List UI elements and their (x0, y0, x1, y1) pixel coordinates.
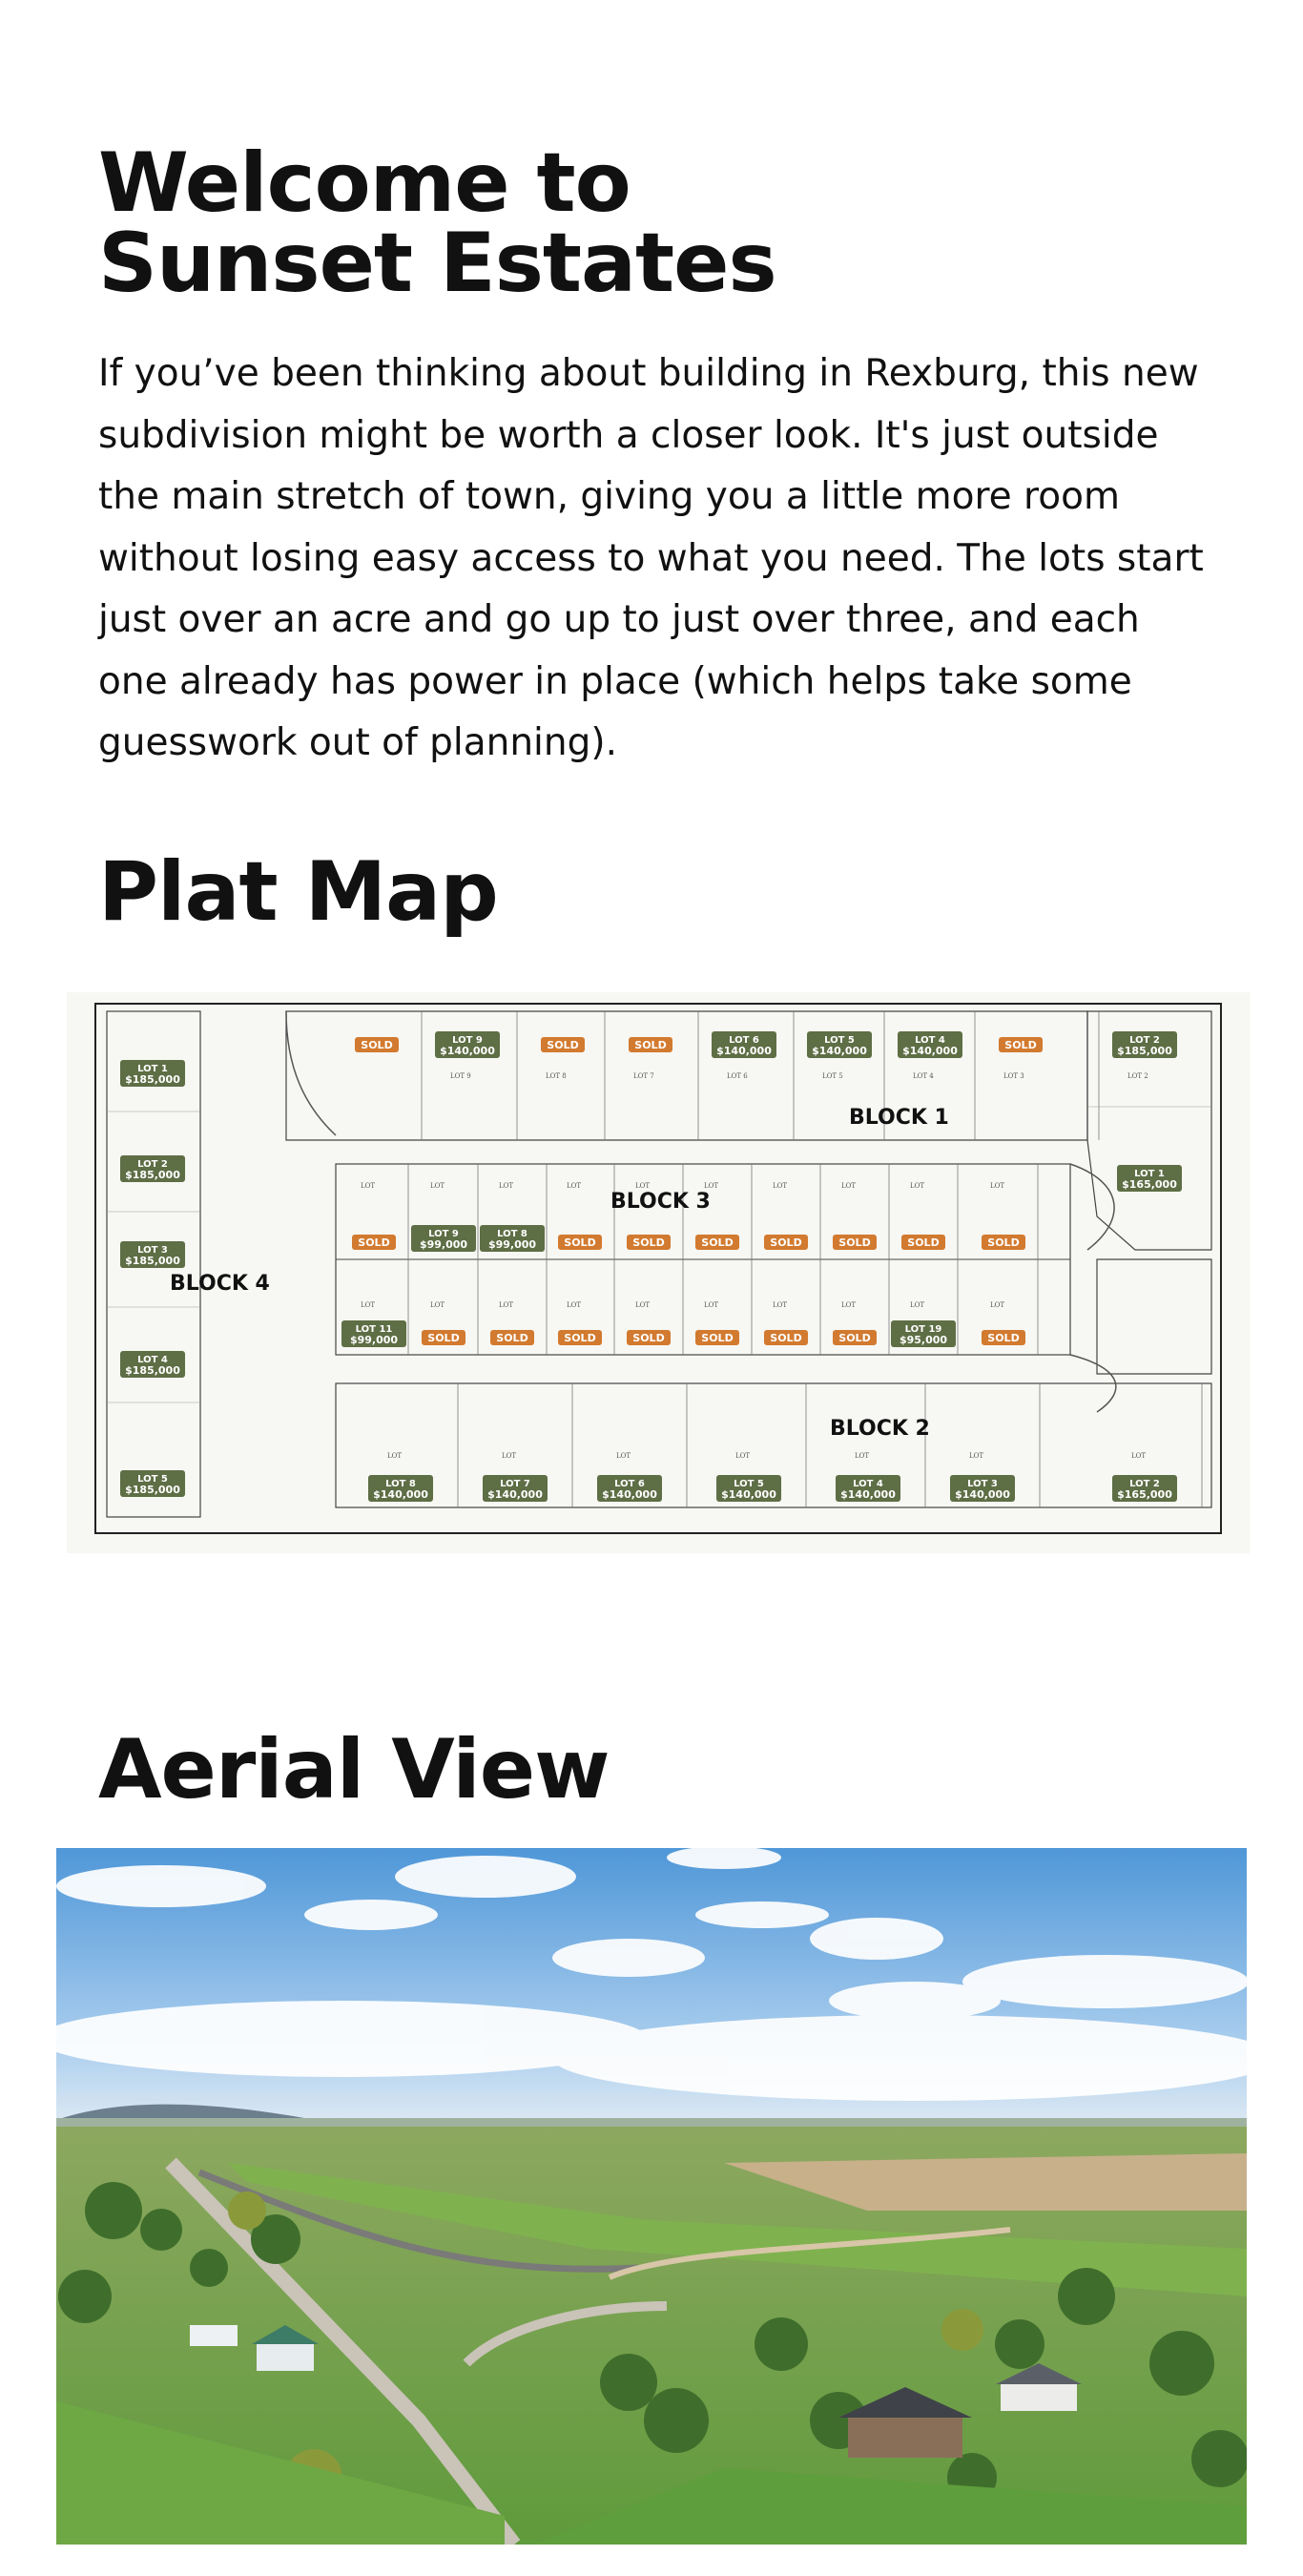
svg-text:$95,000: $95,000 (899, 1334, 948, 1346)
plat-tag-b1-3 (712, 1031, 776, 1058)
svg-text:SOLD: SOLD (427, 1332, 460, 1344)
svg-text:SOLD: SOLD (361, 1039, 393, 1051)
plat-tag-b2-1 (483, 1475, 548, 1502)
svg-text:LOT: LOT (430, 1301, 445, 1309)
svg-text:LOT 1: LOT 1 (137, 1064, 168, 1074)
svg-text:LOT 6: LOT 6 (729, 1035, 759, 1046)
plat-tag-b1-first (355, 1037, 399, 1052)
plat-tag-b1-lot1 (1117, 1165, 1182, 1192)
svg-text:LOT: LOT (635, 1182, 651, 1190)
plat-tag-b4-3 (120, 1351, 185, 1378)
plat-tag-b1-6 (999, 1037, 1043, 1052)
svg-text:LOT 4: LOT 4 (915, 1035, 945, 1046)
svg-text:LOT: LOT (387, 1452, 403, 1460)
svg-text:$140,000: $140,000 (955, 1488, 1010, 1501)
svg-text:$99,000: $99,000 (349, 1334, 399, 1346)
svg-text:SOLD: SOLD (564, 1236, 596, 1249)
svg-text:LOT: LOT (704, 1301, 719, 1309)
svg-text:LOT 5: LOT 5 (822, 1072, 843, 1080)
plat-tag-b3b-8 (891, 1320, 956, 1347)
title-line-1: Welcome to (98, 135, 631, 231)
plat-tag-b3t-3 (558, 1235, 602, 1250)
svg-text:LOT 8: LOT 8 (546, 1072, 567, 1080)
plat-tag-b3t-7 (833, 1235, 877, 1250)
block-4-label: BLOCK 4 (170, 1272, 270, 1296)
title-line-2: Sunset Estates (98, 216, 776, 311)
svg-text:LOT 9: LOT 9 (428, 1229, 459, 1239)
plat-tag-b3t-9 (982, 1235, 1025, 1250)
svg-text:$185,000: $185,000 (125, 1364, 180, 1377)
svg-text:$165,000: $165,000 (1122, 1178, 1177, 1191)
plat-tag-b3b-9 (982, 1330, 1025, 1345)
svg-text:$140,000: $140,000 (721, 1488, 776, 1501)
svg-text:$140,000: $140,000 (440, 1045, 495, 1057)
svg-text:LOT 3: LOT 3 (137, 1245, 168, 1256)
svg-text:$165,000: $165,000 (1117, 1488, 1172, 1501)
svg-text:LOT: LOT (704, 1182, 719, 1190)
block-3-label: BLOCK 3 (610, 1190, 711, 1214)
plat-tag-b1-0 (435, 1031, 500, 1058)
svg-text:$185,000: $185,000 (125, 1169, 180, 1181)
svg-text:LOT: LOT (910, 1301, 925, 1309)
svg-text:SOLD: SOLD (770, 1332, 802, 1344)
svg-text:LOT: LOT (841, 1301, 857, 1309)
svg-text:SOLD: SOLD (770, 1236, 802, 1249)
svg-text:LOT 2: LOT 2 (1129, 1035, 1160, 1046)
svg-text:$140,000: $140,000 (487, 1488, 543, 1501)
svg-text:LOT: LOT (361, 1182, 376, 1190)
svg-text:SOLD: SOLD (632, 1236, 665, 1249)
svg-text:LOT: LOT (990, 1182, 1005, 1190)
plat-tag-b1-7 (1112, 1031, 1177, 1058)
svg-text:LOT: LOT (567, 1182, 582, 1190)
svg-text:LOT 5: LOT 5 (137, 1474, 168, 1485)
plat-tag-b3t-8 (901, 1235, 945, 1250)
svg-text:$140,000: $140,000 (902, 1045, 958, 1057)
svg-text:SOLD: SOLD (838, 1236, 871, 1249)
intro-section (98, 135, 1205, 775)
plat-tag-b3b-0 (341, 1320, 406, 1347)
svg-text:LOT 5: LOT 5 (824, 1035, 855, 1046)
svg-text:$99,000: $99,000 (487, 1238, 537, 1251)
svg-text:$185,000: $185,000 (125, 1073, 180, 1086)
plat-tag-b3t-2 (480, 1225, 545, 1252)
svg-text:LOT 9: LOT 9 (450, 1072, 471, 1080)
svg-text:LOT 6: LOT 6 (727, 1072, 748, 1080)
svg-text:LOT 4: LOT 4 (137, 1355, 168, 1365)
plat-tag-b1-5 (898, 1031, 962, 1058)
svg-text:LOT 7: LOT 7 (500, 1479, 530, 1489)
svg-text:SOLD: SOLD (564, 1332, 596, 1344)
svg-text:LOT 8: LOT 8 (497, 1229, 527, 1239)
svg-text:$99,000: $99,000 (419, 1238, 468, 1251)
plat-tag-b3b-4 (627, 1330, 671, 1345)
svg-text:LOT 2: LOT 2 (137, 1159, 168, 1170)
svg-text:LOT: LOT (567, 1301, 582, 1309)
svg-text:SOLD: SOLD (701, 1236, 734, 1249)
plat-tag-b1-1 (541, 1037, 585, 1052)
svg-text:LOT: LOT (430, 1182, 445, 1190)
svg-text:$140,000: $140,000 (812, 1045, 867, 1057)
svg-text:$140,000: $140,000 (602, 1488, 657, 1501)
plat-tag-b3b-1 (422, 1330, 465, 1345)
svg-text:LOT: LOT (1131, 1452, 1147, 1460)
svg-text:LOT: LOT (855, 1452, 870, 1460)
svg-text:LOT 1: LOT 1 (1134, 1169, 1165, 1179)
svg-text:LOT 11: LOT 11 (355, 1324, 393, 1335)
svg-text:SOLD: SOLD (907, 1236, 940, 1249)
svg-text:LOT 6: LOT 6 (614, 1479, 645, 1489)
svg-text:LOT: LOT (502, 1452, 517, 1460)
svg-text:SOLD: SOLD (987, 1332, 1020, 1344)
plat-tag-b3b-7 (833, 1330, 877, 1345)
plat-tag-b2-6 (1112, 1475, 1177, 1502)
plat-tag-b2-2 (597, 1475, 662, 1502)
aerial-photo (56, 1848, 1247, 2545)
svg-text:$140,000: $140,000 (716, 1045, 772, 1057)
svg-text:LOT 4: LOT 4 (853, 1479, 883, 1489)
svg-text:LOT 2: LOT 2 (1129, 1479, 1160, 1489)
svg-text:$140,000: $140,000 (840, 1488, 896, 1501)
plat-tag-b4-0 (120, 1060, 185, 1087)
svg-text:LOT 9: LOT 9 (452, 1035, 483, 1046)
svg-text:$185,000: $185,000 (125, 1484, 180, 1496)
svg-text:SOLD: SOLD (632, 1332, 665, 1344)
svg-text:LOT 19: LOT 19 (904, 1324, 942, 1335)
plat-tag-b2-4 (836, 1475, 900, 1502)
intro-paragraph: If you’ve been thinking about building in Rexburg, this new subdivision might be worth a closer look. It's just outside the main stretch of town, giving you a little more room without losing easy access to what you need. The lots start just over an acre and go up to just over three, and each one already has power in place (which helps take some guesswork out of planning). (98, 352, 1204, 764)
plat-map-image (67, 992, 1250, 1553)
svg-text:LOT 7: LOT 7 (633, 1072, 654, 1080)
svg-text:LOT 4: LOT 4 (913, 1072, 934, 1080)
plat-tag-b1-4 (807, 1031, 872, 1058)
plat-tag-b3t-4 (627, 1235, 671, 1250)
block-2-label: BLOCK 2 (830, 1417, 930, 1441)
svg-text:SOLD: SOLD (358, 1236, 390, 1249)
plat-tag-b3t-0 (352, 1235, 396, 1250)
svg-text:LOT: LOT (361, 1301, 376, 1309)
plat-tag-b2-0 (368, 1475, 433, 1502)
svg-text:LOT: LOT (773, 1301, 788, 1309)
svg-text:LOT 5: LOT 5 (734, 1479, 764, 1489)
plat-tag-b4-4 (120, 1470, 185, 1497)
svg-text:$185,000: $185,000 (1117, 1045, 1172, 1057)
plat-tag-b3b-3 (558, 1330, 602, 1345)
svg-text:SOLD: SOLD (1004, 1039, 1037, 1051)
svg-text:LOT 8: LOT 8 (385, 1479, 416, 1489)
svg-text:LOT: LOT (616, 1452, 631, 1460)
plat-tag-b3t-6 (764, 1235, 808, 1250)
svg-text:$185,000: $185,000 (125, 1255, 180, 1267)
plat-tag-b3t-1 (411, 1225, 476, 1252)
svg-text:LOT: LOT (735, 1452, 751, 1460)
page-title (98, 135, 1205, 311)
plat-tag-b1-2 (629, 1037, 672, 1052)
svg-text:LOT 2: LOT 2 (1127, 1072, 1148, 1080)
svg-text:LOT 3: LOT 3 (967, 1479, 998, 1489)
svg-text:SOLD: SOLD (634, 1039, 667, 1051)
plat-tag-b3t-5 (695, 1235, 739, 1250)
plat-tag-b3b-5 (695, 1330, 739, 1345)
svg-text:$140,000: $140,000 (373, 1488, 428, 1501)
plat-tag-b2-3 (716, 1475, 781, 1502)
svg-text:SOLD: SOLD (496, 1332, 528, 1344)
plat-tag-b4-1 (120, 1155, 185, 1182)
plat-map-heading: Plat Map (98, 844, 498, 940)
block-1-label: BLOCK 1 (849, 1106, 949, 1130)
svg-text:LOT: LOT (773, 1182, 788, 1190)
svg-text:LOT: LOT (990, 1301, 1005, 1309)
plat-tag-b3b-2 (490, 1330, 534, 1345)
svg-text:SOLD: SOLD (838, 1332, 871, 1344)
svg-text:LOT: LOT (499, 1301, 514, 1309)
plat-tag-b2-5 (950, 1475, 1015, 1502)
svg-text:LOT: LOT (841, 1182, 857, 1190)
svg-text:LOT: LOT (499, 1182, 514, 1190)
svg-text:LOT 3: LOT 3 (1003, 1072, 1024, 1080)
plat-tag-b3b-6 (764, 1330, 808, 1345)
svg-text:LOT: LOT (969, 1452, 984, 1460)
svg-text:SOLD: SOLD (701, 1332, 734, 1344)
aerial-view-heading: Aerial View (98, 1722, 610, 1818)
plat-tag-b4-2 (120, 1241, 185, 1268)
svg-text:LOT: LOT (910, 1182, 925, 1190)
svg-text:SOLD: SOLD (547, 1039, 579, 1051)
svg-text:SOLD: SOLD (987, 1236, 1020, 1249)
svg-text:LOT: LOT (635, 1301, 651, 1309)
